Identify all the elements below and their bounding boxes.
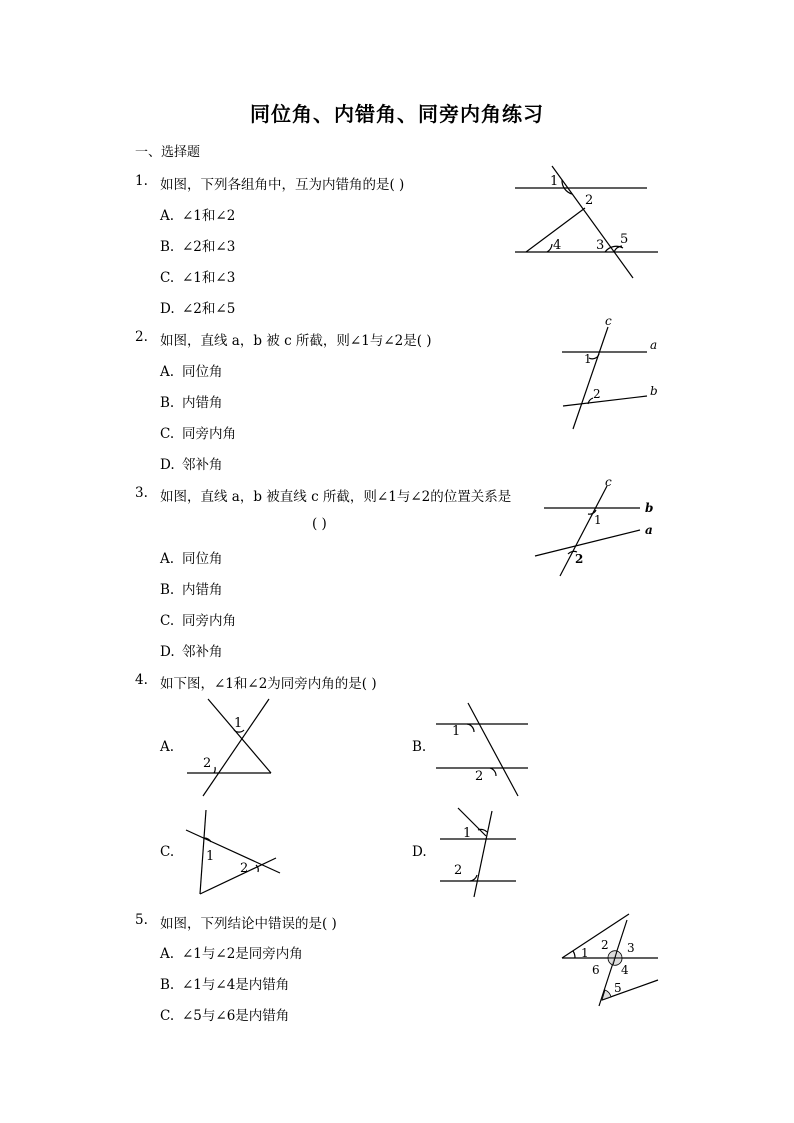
question-number: 2.	[135, 329, 148, 345]
answer-paren: ( )	[312, 516, 327, 532]
label-2: 2	[575, 552, 584, 566]
figure-q2	[555, 312, 665, 434]
option-d[interactable]: D. 邻补角	[160, 457, 223, 473]
page-title: 同位角、内错角、同旁内角练习	[250, 102, 544, 126]
figure-q1	[510, 160, 660, 285]
label-2: 2	[601, 938, 609, 952]
label-6: 6	[592, 963, 600, 977]
label-4: 4	[553, 238, 562, 253]
option-b[interactable]: B. ∠1与∠4是内错角	[160, 977, 290, 993]
figure-q4-a	[185, 696, 275, 800]
option-d[interactable]: D. ∠2和∠5	[160, 301, 236, 317]
label-1: 1	[463, 826, 472, 841]
label-5: 5	[614, 981, 622, 995]
section-heading: 一、选择题	[135, 145, 201, 160]
label-1: 1	[584, 352, 592, 366]
option-b[interactable]: B. 内错角	[160, 582, 223, 598]
option-a[interactable]: A. ∠1和∠2	[160, 208, 236, 224]
label-2: 2	[240, 861, 249, 876]
label-1: 1	[206, 849, 215, 864]
label-2: 2	[203, 756, 212, 771]
question-number: 4.	[135, 672, 148, 688]
option-b[interactable]: B. ∠2和∠3	[160, 239, 236, 255]
option-a[interactable]: A. 同位角	[160, 551, 223, 567]
label-1: 1	[234, 716, 243, 731]
option-d[interactable]: D. 邻补角	[160, 644, 223, 660]
label-2: 2	[593, 387, 601, 401]
option-c[interactable]: C. ∠1和∠3	[160, 270, 236, 286]
label-c: c	[605, 314, 612, 328]
label-1: 1	[550, 174, 559, 189]
figure-q4-d	[430, 806, 525, 902]
label-3: 3	[596, 238, 605, 253]
figure-q3	[530, 474, 660, 580]
label-2: 2	[585, 193, 594, 208]
question-text: 如下图，∠1和∠2为同旁内角的是( )	[160, 676, 377, 692]
label-a: a	[645, 523, 653, 537]
label-1: 1	[452, 724, 461, 739]
question-text: 如图，下列结论中错误的是( )	[160, 916, 337, 932]
label-5: 5	[620, 232, 629, 247]
option-c[interactable]: C. ∠5与∠6是内错角	[160, 1008, 290, 1024]
question-text: 如图，直线 a，b 被 c 所截，则∠1与∠2是( )	[160, 333, 432, 349]
figure-q5	[555, 912, 665, 1012]
question-text: 如图，直线 a，b 被直线 c 所截，则∠1与∠2的位置关系是	[160, 489, 512, 505]
choice-a[interactable]: A.	[160, 739, 175, 755]
option-c[interactable]: C. 同旁内角	[160, 613, 236, 629]
choice-c[interactable]: C.	[160, 844, 175, 860]
question-number: 5.	[135, 912, 148, 928]
question-number: 1.	[135, 173, 148, 189]
question-text: 如图，下列各组角中，互为内错角的是( )	[160, 177, 405, 193]
label-a: a	[650, 338, 658, 352]
option-a[interactable]: A. 同位角	[160, 364, 223, 380]
label-2: 2	[475, 769, 484, 784]
label-2: 2	[454, 863, 463, 878]
choice-d[interactable]: D.	[412, 844, 427, 860]
option-a[interactable]: A. ∠1与∠2是同旁内角	[160, 946, 303, 962]
option-c[interactable]: C. 同旁内角	[160, 426, 236, 442]
question-number: 3.	[135, 485, 148, 501]
figure-q4-b	[430, 700, 535, 800]
label-b: b	[645, 501, 654, 515]
option-b[interactable]: B. 内错角	[160, 395, 223, 411]
label-4: 4	[621, 963, 629, 977]
label-1: 1	[581, 946, 589, 960]
choice-b[interactable]: B.	[412, 739, 427, 755]
label-1: 1	[594, 513, 602, 527]
label-3: 3	[627, 941, 635, 955]
figure-q4-c	[180, 808, 285, 900]
label-b: b	[650, 384, 658, 398]
label-c: c	[605, 475, 612, 489]
